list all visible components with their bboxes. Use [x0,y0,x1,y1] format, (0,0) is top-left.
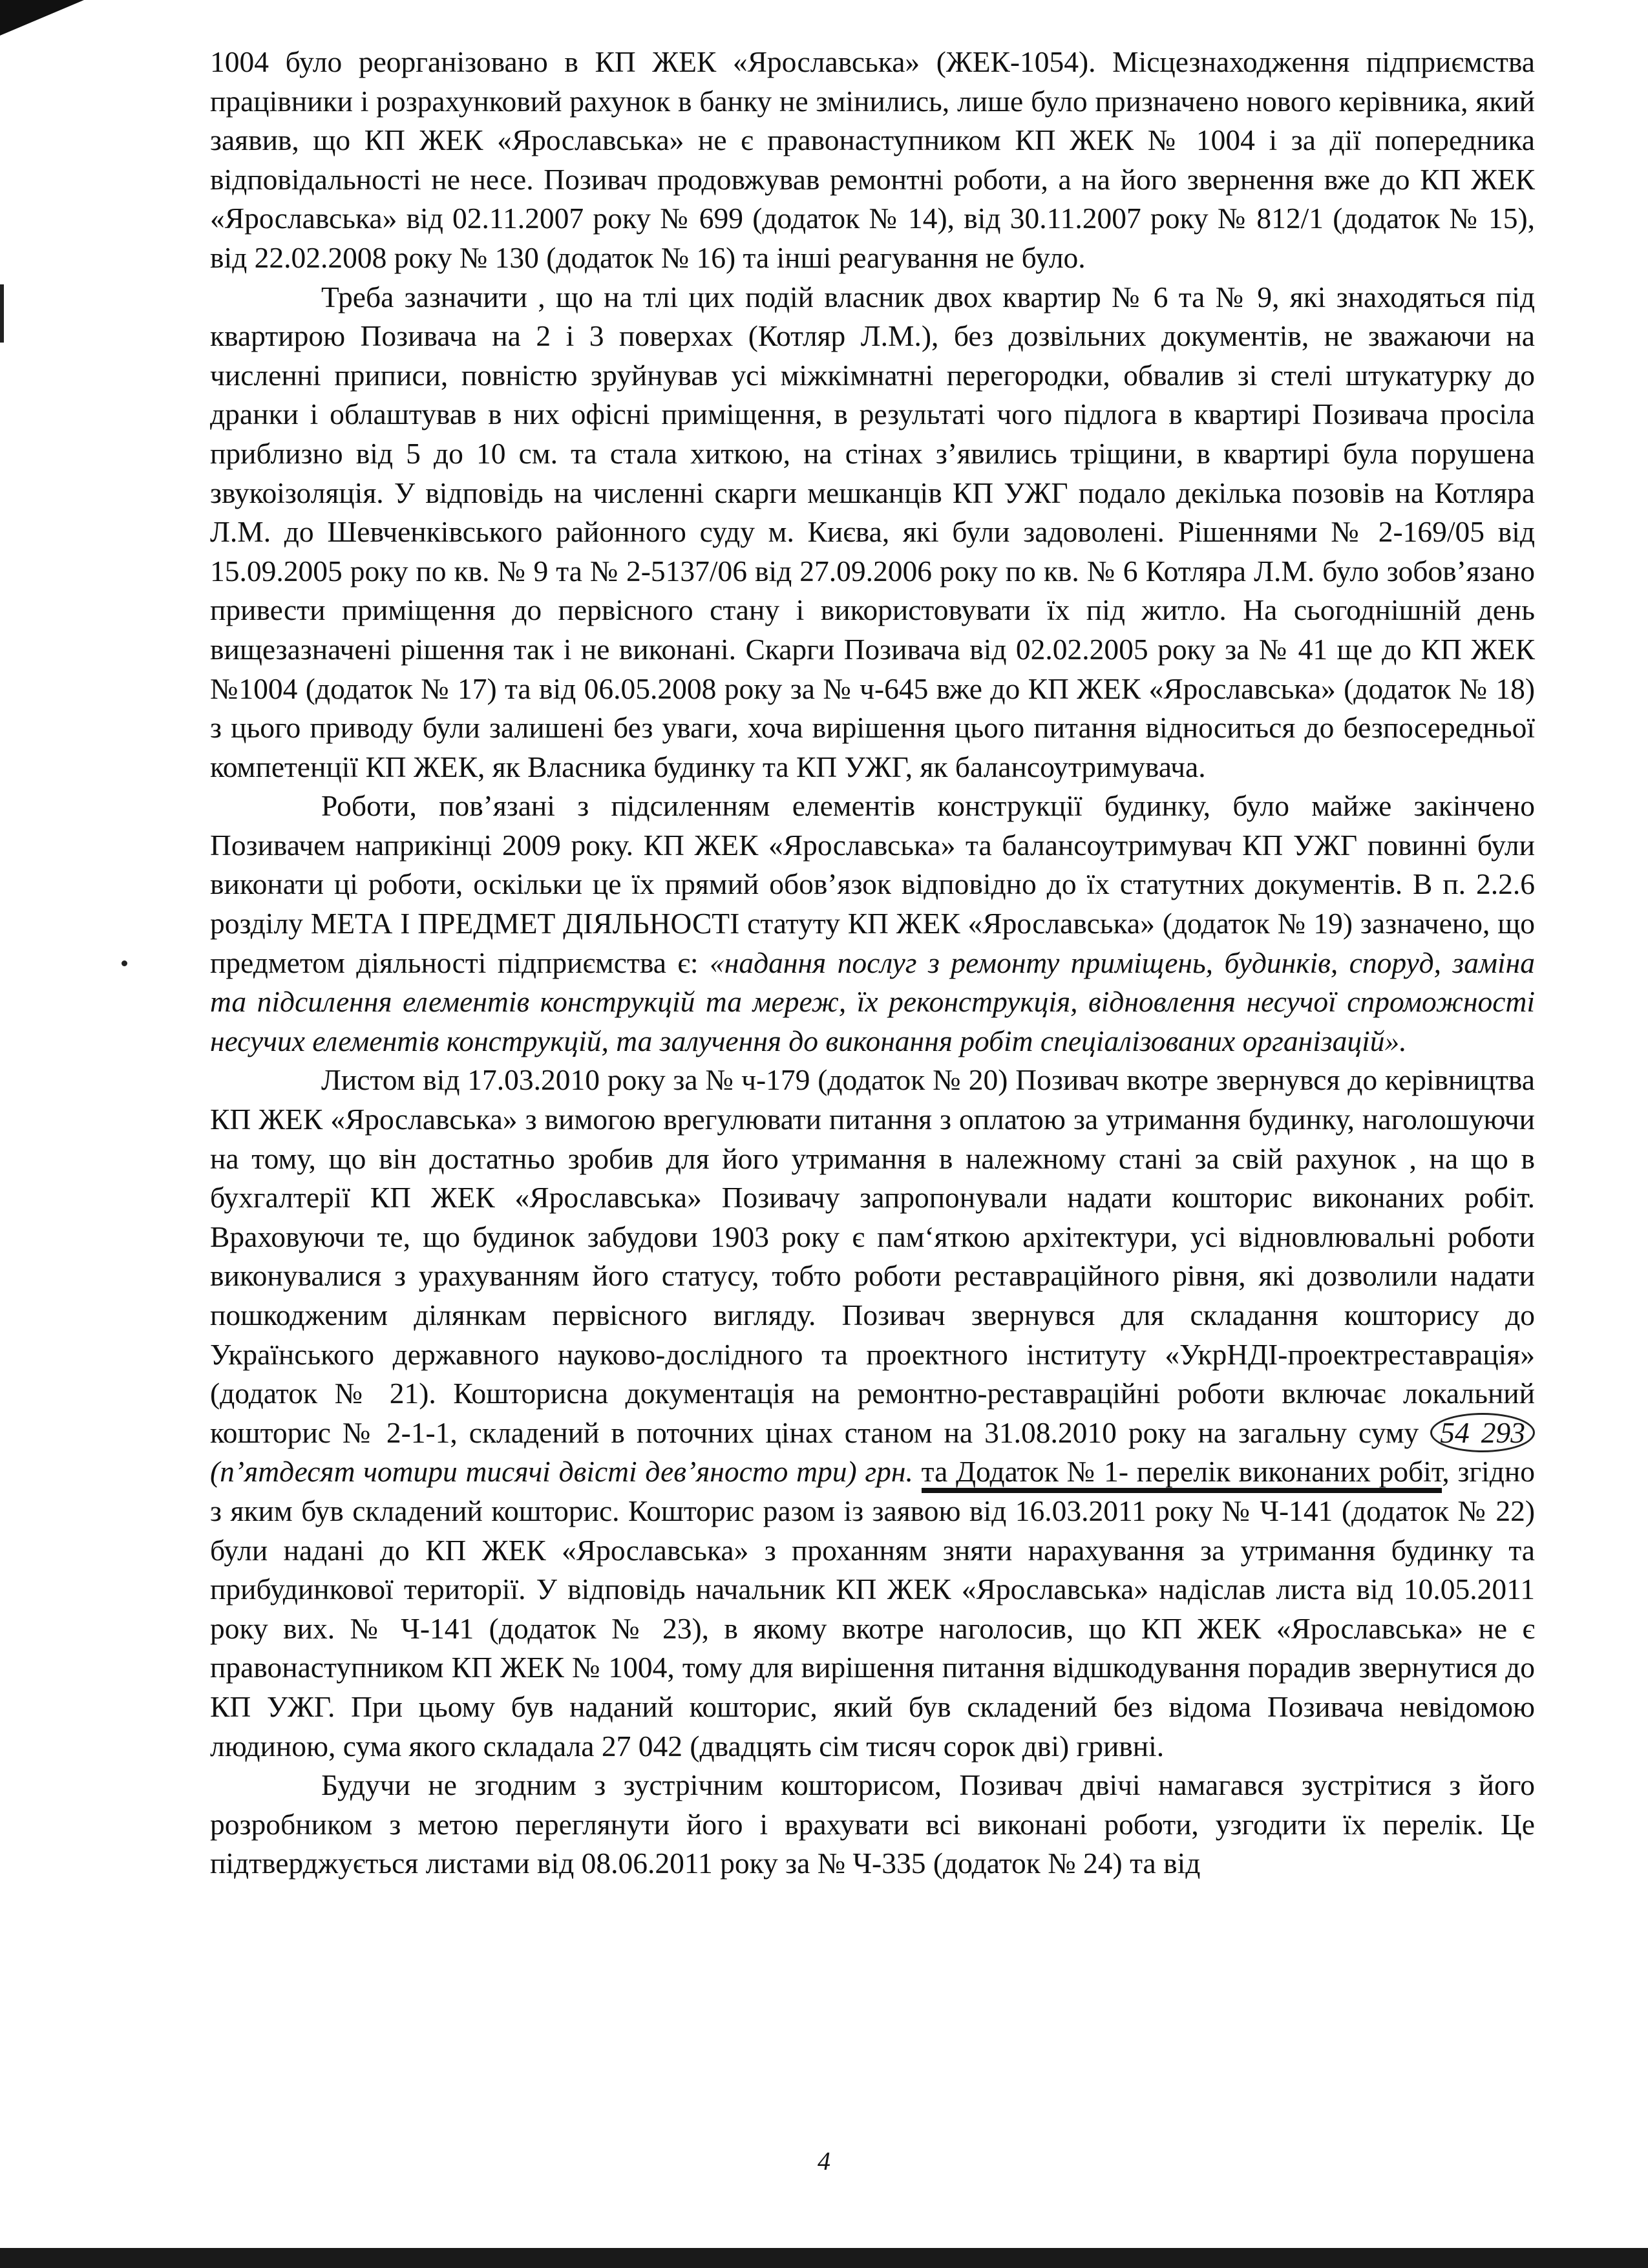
page-number: 4 [818,2146,830,2176]
scan-edge-mark [0,284,4,343]
paragraph-text: Роботи, пов’язані з підсиленням елементів конструкції будинку, було майже закінчено Позивачем наприкінці 2009 року. КП ЖЕК «Ярославська» та балансоутримувач КП УЖГ повинні були виконати ці роботи, оскільки це їх прямий обов’язок відповідно до їх статутних документів. В п. 2.2.6 розділу МЕТА І ПРЕДМЕТ ДІЯЛЬНОСТІ статуту КП ЖЕК «Ярославська» (додаток № 19) зазначено, що предметом діяльності підприємства є: [210,789,1535,979]
paragraph-text: Будучи не згодним з зустрічним кошторисом, Позивач двічі намагався зустрітися з його розробником з метою переглянути його і врахувати всі виконані роботи, узгодити їх перелік. Це підтверджується листами від 08.06.2011 року за № Ч-335 (додаток № 24) та від [210,1768,1535,1880]
paragraph [210,43,1535,278]
italic-text: «надання послуг з ремонту приміщень, будинків, споруд, заміна та підсилення елементів конструкцій та мереж, їх реконструкція, відновлення несучої спроможності несучих елементів конструкцій, та залучення до виконання робіт спеціалізованих організацій». [210,946,1535,1057]
paragraph [210,1061,1535,1766]
scan-speck [121,960,127,966]
paragraph-text: Листом від 17.03.2010 року за № ч-179 (додаток № 20) Позивач вкотре звернувся до керівництва КП ЖЕК «Ярославська» з вимогою врегулювати питання з оплатою за утримання будинку, наголошуючи на тому, що він достатньо зробив для його утримання в належному стані за свій рахунок , на що в бухгалтерії КП ЖЕК «Ярославська» Позивачу запропонували надати кошторис виконаних робіт. Враховуючи те, що будинок забудови 1903 року є пам‘яткою архітектури, усі відновлювальні роботи виконувалися з урахуванням його статусу, тобто роботи реставраційного рівня, які дозволили надати пошкодженим ділянкам первісного вигляду. Позивач звернувся для складання кошторису до Українського державного науково-дослідного та проектного інституту «УкрНДІ-проектреставрація» (додаток № 21). Кошторисна документація на ремонтно-реставраційні роботи включає локальний кошторис № 2-1-1, складений в поточних цінах станом на 31.08.2010 року на загальну суму [210,1063,1535,1449]
paragraph [210,1766,1535,1883]
paragraph [210,787,1535,1061]
paragraph-text: Треба зазначити , що на тлі цих подій власник двох квартир № 6 та № 9, які знаходяться під квартирою Позивача на 2 і 3 поверхах (Котляр Л.М.), без дозвільних документів, не зважаючи на численні приписи, повністю зруйнував усі міжкімнатні перегородки, обвалив зі стелі штукатурку до дранки і облаштував в них офісні приміщення, в результаті чого підлога в квартирі Позивача просіла приблизно від 5 до 10 см. та стала хиткою, на стінах з’явились тріщини, в квартирі була порушена звукоізоляція. У відповідь на численні скарги мешканців КП УЖГ подало декілька позовів на Котляра Л.М. до Шевченківського районного суду м. Києва, які були задоволені. Рішеннями № 2-169/05 від 15.09.2005 року по кв. № 9 та № 2-5137/06 від 27.09.2006 року по кв. № 6 Котляра Л.М. було зобов’язано привести приміщення до первісного стану і використовувати їх під житло. На сьогоднішній день вищезазначені рішення так і не виконані. Скарги Позивача від 02.02.2005 року за № 41 ще до КП ЖЕК №1004 (додаток № 17) та від 06.05.2008 року за № ч-645 вже до КП ЖЕК «Ярославська» (додаток № 18) з цього приводу були залишені без уваги, хоча вирішення цього питання відноситься до безпосередньої компетенції КП ЖЕК, як Власника будинку та КП УЖГ, як балансоутримувача. [210,280,1535,783]
underlined-phrase: та Додаток № 1- перелік виконаних робіт [922,1455,1442,1493]
document-body [210,43,1535,1883]
scan-bottom-edge [0,2248,1648,2268]
italic-text: (п’ятдесят чотири тисячі двісті дев’яносто три) грн. [210,1455,913,1489]
paragraph [210,278,1535,787]
paragraph-text [913,1455,922,1488]
scan-corner-shadow [0,0,84,36]
circled-amount: 54 293 [1430,1413,1535,1452]
paragraph-text: , згідно з яким був складений кошторис. Кошторис разом із заявою від 16.03.2011 року № Ч-141 (додаток № 22) були надані до КП ЖЕК «Ярославська» з проханням зняти нарахування за утримання будинку та прибудинкової території. У відповідь начальник КП ЖЕК «Ярославська» надіслав листа від 10.05.2011 року вих. № Ч-141 (додаток № 23), в якому вкотре наголосив, що КП ЖЕК «Ярославська» не є правонаступником КП ЖЕК № 1004, тому для вирішення питання відшкодування порадив звернутися до КП УЖГ. При цьому був наданий кошторис, який був складений без відома Позивача невідомою людиною, сума якого складала 27 042 (двадцять сім тисяч сорок дві) гривні. [210,1455,1536,1763]
paragraph-text: 1004 було реорганізовано в КП ЖЕК «Ярославська» (ЖЕК-1054). Місцезнаходження підприємства працівники і розрахунковий рахунок в банку не змінились, лише було призначено нового керівника, який заявив, що КП ЖЕК «Ярославська» не є правонаступником КП ЖЕК № 1004 і за дії попередника відповідальності не несе. Позивач продовжував ремонтні роботи, а на його звернення вже до КП ЖЕК «Ярославська» від 02.11.2007 року № 699 (додаток № 14), від 30.11.2007 року № 812/1 (додаток № 15), від 22.02.2008 року № 130 (додаток № 16) та інші реагування не було. [210,45,1535,274]
